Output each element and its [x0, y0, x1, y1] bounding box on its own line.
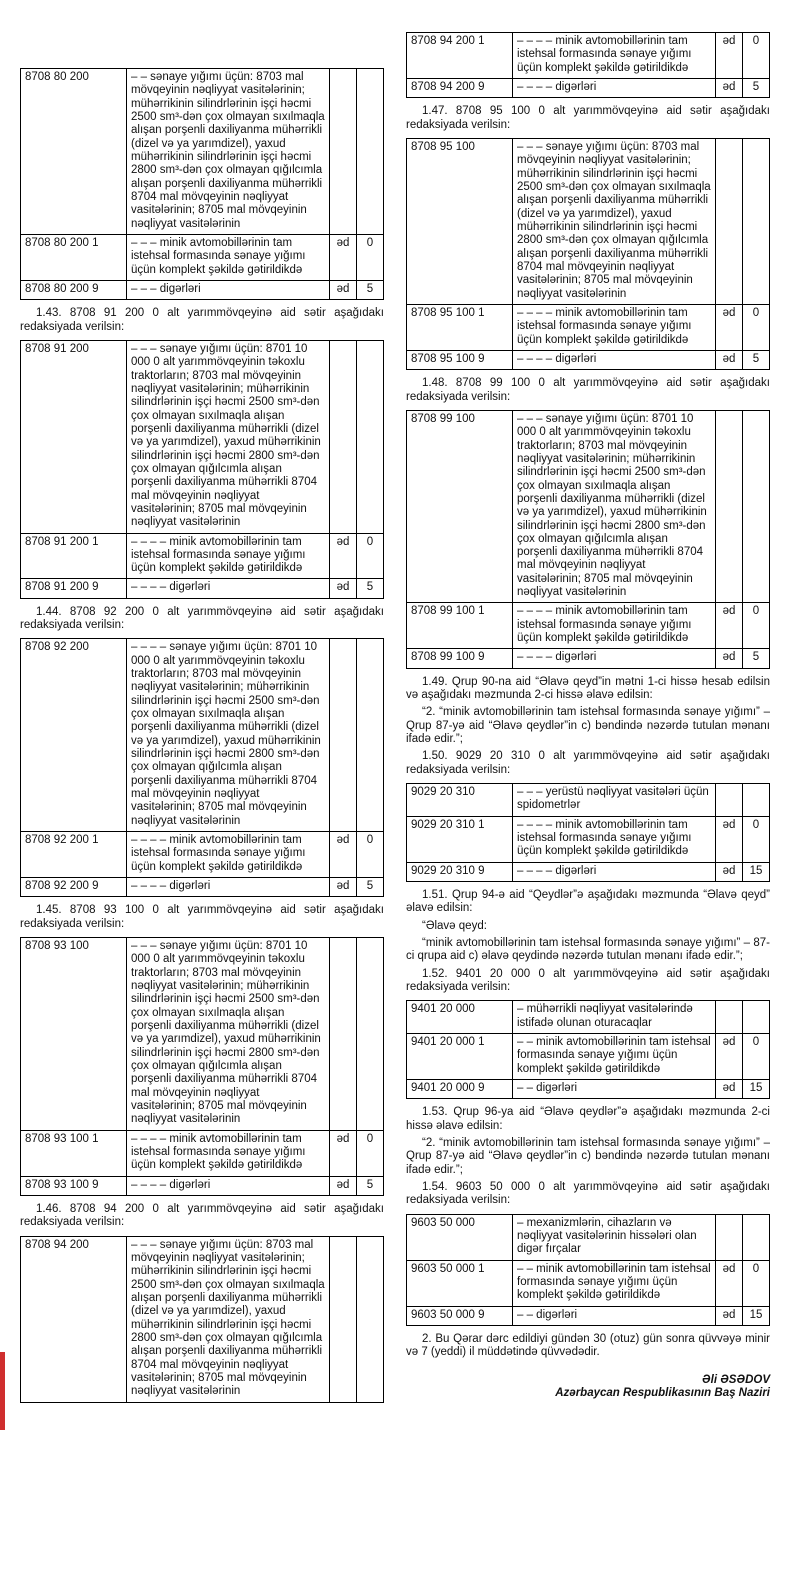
unit-cell: əd — [330, 533, 357, 579]
code-cell: 8708 93 100 — [21, 938, 127, 1131]
tariff-table — [20, 340, 384, 599]
rate-cell — [743, 138, 770, 304]
desc-cell: – – – sənaye yığımı üçün: 8701 10 000 0 alt yarımmövqeyinin təkoxlu traktorların; 8703 mal mövqeyinin nəqliyyat vasitələrinin; mühərrikinin silindrlərinin işçi həcmi 2500 sm³-dən çox olmayan sıxılmaqla alışan porşenli daxiliyanma mühərrikli (dizel və ya yarımdizel), yaxud mühərrikinin silindrlərinin işçi həcmi 2800 sm³-dən çox olmayan qığılcımla alışan porşenli daxiliyanma mühərrikli 8704 mal mövqeyinin nəqliyyat vasitələrinin; 8705 mal mövqeyinin nəqliyyat vasitələrinin — [513, 410, 716, 603]
desc-cell: – – – – minik avtomobillərinin tam istehsal formasında sənaye yığımı üçün komplekt şəkildə gətirildikdə — [513, 304, 716, 350]
desc-cell: – – – – sənaye yığımı üçün: 8701 10 000 0 alt yarımmövqeyinin təkoxlu traktorların; 8703 mal mövqeyinin nəqliyyat vasitələrinin; mühərrikinin silindrlərinin işçi həcmi 2500 sm³-dən çox olmayan sıxılmaqla alışan porşenli daxiliyanma mühərrikli (dizel və ya yarımdizel), yaxud mühərrikinin silindrlərinin işçi həcmi 2800 sm³-dən çox olmayan qığılcımla alışan porşenli daxiliyanma mühərrikli 8704 mal mövqeyinin nəqliyyat vasitələrinin; 8705 mal mövqeyinin nəqliyyat vasitələrinin — [127, 639, 330, 832]
table-row — [21, 639, 384, 832]
paragraph: 1.52. 9401 20 000 0 alt yarımmövqeyinə aid sətir aşağıdakı redaksiyada verilsin: — [406, 967, 770, 994]
table-row — [407, 649, 770, 668]
table-row — [407, 350, 770, 369]
code-cell: 9401 20 000 1 — [407, 1034, 513, 1080]
rate-cell: 0 — [743, 1260, 770, 1306]
desc-cell: – – – – minik avtomobillərinin tam istehsal formasında sənaye yığımı üçün komplekt şəkildə gətirildikdə — [127, 533, 330, 579]
tariff-table — [406, 783, 770, 882]
code-cell: 8708 94 200 1 — [407, 33, 513, 79]
unit-cell: əd — [330, 234, 357, 280]
paragraph: 1.43. 8708 91 200 0 alt yarımmövqeyinə aid sətir aşağıdakı redaksiyada verilsin: — [20, 307, 384, 333]
code-cell: 9603 50 000 1 — [407, 1260, 513, 1306]
unit-cell: əd — [330, 832, 357, 878]
unit-cell: əd — [716, 1260, 743, 1306]
code-cell: 8708 99 100 9 — [407, 649, 513, 668]
unit-cell: əd — [330, 280, 357, 299]
code-cell: 8708 94 200 9 — [407, 78, 513, 97]
tariff-table — [20, 68, 384, 300]
margin-mark — [0, 1352, 5, 1430]
tariff-table — [406, 32, 770, 98]
code-cell: 8708 93 100 9 — [21, 1176, 127, 1195]
desc-cell: – – – digərləri — [127, 280, 330, 299]
rate-cell: 0 — [743, 304, 770, 350]
table-row — [407, 1001, 770, 1034]
unit-cell: əd — [716, 1034, 743, 1080]
table-row — [407, 304, 770, 350]
code-cell: 9029 20 310 — [407, 784, 513, 817]
unit-cell: əd — [716, 649, 743, 668]
desc-cell: – – – – digərləri — [513, 862, 716, 881]
unit-cell — [330, 639, 357, 832]
code-cell: 9401 20 000 9 — [407, 1079, 513, 1098]
rate-cell — [357, 639, 384, 832]
code-cell: 8708 80 200 9 — [21, 280, 127, 299]
tariff-table — [406, 138, 770, 370]
desc-cell: – – – – minik avtomobillərinin tam istehsal formasında sənaye yığımı üçün komplekt şəkildə gətirildikdə — [127, 1130, 330, 1176]
rate-cell: 0 — [357, 832, 384, 878]
rate-cell — [743, 784, 770, 817]
rate-cell — [357, 938, 384, 1131]
rate-cell: 15 — [743, 862, 770, 881]
table-row — [407, 1034, 770, 1080]
paragraph: 1.50. 9029 20 310 0 alt yarımmövqeyinə aid sətir aşağıdakı redaksiyada verilsin: — [406, 750, 770, 776]
desc-cell: – mexanizmlərin, cihazların və nəqliyyat vasitələrinin hissələri olan digər fırçalar — [513, 1214, 716, 1260]
code-cell: 8708 91 200 9 — [21, 579, 127, 598]
unit-cell — [716, 1001, 743, 1034]
desc-cell: – – – – minik avtomobillərinin tam istehsal formasında sənaye yığımı üçün komplekt şəkildə gətirildikdə — [513, 603, 716, 649]
tariff-table — [406, 1000, 770, 1099]
table-row — [407, 1306, 770, 1325]
rate-cell: 5 — [357, 579, 384, 598]
desc-cell: – – – – digərləri — [127, 878, 330, 897]
rate-cell: 0 — [743, 33, 770, 79]
rate-cell: 5 — [743, 649, 770, 668]
table-row — [407, 1214, 770, 1260]
desc-cell: – – – – digərləri — [127, 1176, 330, 1195]
tariff-table — [406, 410, 770, 669]
desc-cell: – – sənaye yığımı üçün: 8703 mal mövqeyinin nəqliyyat vasitələrinin; mühərrikinin silindrlərinin işçi həcmi 2500 sm³-dən çox olmayan sıxılmaqla alışan porşenli daxiliyanma mühərrikli (dizel və ya yarımdizel), yaxud mühərrikinin silindrlərinin işçi həcmi 2800 sm³-dən çox olmayan qığılcımla alışan porşenli daxiliyanma mühərrikli 8704 mal mövqeyinin nəqliyyat vasitələrinin; 8705 mal mövqeyinin nəqliyyat vasitələrinin — [127, 69, 330, 235]
table-row — [21, 579, 384, 598]
unit-cell: əd — [716, 1079, 743, 1098]
tariff-table — [20, 937, 384, 1196]
code-cell: 8708 99 100 — [407, 410, 513, 603]
paragraph: 1.49. Qrup 90-na aid “Əlavə qeyd”in mətni 1-ci hissə hesab edilsin və aşağıdakı məzmunda 2-ci hissə əlavə edilsin: — [406, 675, 770, 702]
rate-cell — [743, 1001, 770, 1034]
rate-cell: 0 — [357, 533, 384, 579]
table-row — [21, 1130, 384, 1176]
paragraph: 1.47. 8708 95 100 0 alt yarımmövqeyinə aid sətir aşağıdakı redaksiyada verilsin: — [406, 105, 770, 131]
desc-cell: – – minik avtomobillərinin tam istehsal formasında sənaye yığımı üçün komplekt şəkildə gətirildikdə — [513, 1034, 716, 1080]
unit-cell: əd — [716, 350, 743, 369]
paragraph: “Əlavə qeyd: — [422, 919, 487, 932]
desc-cell: – – digərləri — [513, 1079, 716, 1098]
rate-cell: 15 — [743, 1079, 770, 1098]
paragraph: 1.54. 9603 50 000 0 alt yarımmövqeyinə aid sətir aşağıdakı redaksiyada verilsin: — [406, 1180, 770, 1207]
desc-cell: – – – sənaye yığımı üçün: 8701 10 000 0 alt yarımmövqeyinin təkoxlu traktorların; 8703 mal mövqeyinin nəqliyyat vasitələrinin; mühərrikinin silindrlərinin işçi həcmi 2500 sm³-dən çox olmayan sıxılmaqla alışan porşenli daxiliyanma mühərrikli (dizel və ya yarımdizel), yaxud mühərrikinin silindrlərinin işçi həcmi 2800 sm³-dən çox olmayan qığılcımla alışan porşenli daxiliyanma mühərrikli 8704 mal mövqeyinin nəqliyyat vasitələrinin; 8705 mal mövqeyinin nəqliyyat vasitələrinin — [127, 340, 330, 533]
desc-cell: – – – – digərləri — [513, 78, 716, 97]
unit-cell: əd — [330, 878, 357, 897]
rate-cell: 0 — [357, 1130, 384, 1176]
rate-cell — [743, 1214, 770, 1260]
paragraph: “2. “minik avtomobillərinin tam istehsal formasında sənaye yığımı” – Qrup 87-yə aid “Əlavə qeydlər”in c) bəndində nəzərdə tutulan mənanı ifadə edir.”; — [406, 1136, 770, 1176]
code-cell: 8708 93 100 1 — [21, 1130, 127, 1176]
table-row — [21, 69, 384, 235]
unit-cell: əd — [716, 603, 743, 649]
rate-cell: 5 — [357, 1176, 384, 1195]
code-cell: 9603 50 000 9 — [407, 1306, 513, 1325]
rate-cell: 5 — [743, 78, 770, 97]
unit-cell: əd — [716, 862, 743, 881]
unit-cell — [330, 938, 357, 1131]
tariff-table — [406, 1214, 770, 1326]
table-row — [21, 832, 384, 878]
desc-cell: – – – – minik avtomobillərinin tam istehsal formasında sənaye yığımı üçün komplekt şəkildə gətirildikdə — [127, 832, 330, 878]
unit-cell: əd — [716, 304, 743, 350]
unit-cell — [716, 1214, 743, 1260]
rate-cell — [743, 410, 770, 603]
code-cell: 8708 99 100 1 — [407, 603, 513, 649]
table-row — [21, 280, 384, 299]
table-row — [407, 1260, 770, 1306]
desc-cell: – – – sənaye yığımı üçün: 8703 mal mövqeyinin nəqliyyat vasitələrinin; mühərrikinin silindrlərinin işçi həcmi 2500 sm³-dən çox olmayan sıxılmaqla alışan porşenli daxiliyanma mühərrikli (dizel və ya yarımdizel), yaxud mühərrikinin silindrlərinin işçi həcmi 2800 sm³-dən çox olmayan qığılcımla alışan porşenli daxiliyanma mühərrikli 8704 mal mövqeyinin nəqliyyat vasitələrinin; 8705 mal mövqeyinin nəqliyyat vasitələrinin — [127, 1236, 330, 1402]
desc-cell: – – – – digərləri — [513, 350, 716, 369]
table-row — [407, 410, 770, 603]
unit-cell — [716, 784, 743, 817]
desc-cell: – – – – digərləri — [127, 579, 330, 598]
table-row — [21, 1176, 384, 1195]
code-cell: 8708 95 100 — [407, 138, 513, 304]
unit-cell — [330, 69, 357, 235]
right-column — [406, 26, 770, 1584]
table-row — [407, 138, 770, 304]
unit-cell: əd — [330, 1130, 357, 1176]
unit-cell: əd — [716, 78, 743, 97]
table-row — [21, 234, 384, 280]
rate-cell — [357, 1236, 384, 1402]
rate-cell: 0 — [743, 1034, 770, 1080]
desc-cell: – – minik avtomobillərinin tam istehsal formasında sənaye yığımı üçün komplekt şəkildə gətirildikdə — [513, 1260, 716, 1306]
code-cell: 8708 92 200 1 — [21, 832, 127, 878]
paragraph: 1.44. 8708 92 200 0 alt yarımmövqeyinə aid sətir aşağıdakı redaksiyada verilsin: — [20, 605, 384, 632]
code-cell: 8708 95 100 9 — [407, 350, 513, 369]
code-cell: 8708 91 200 — [21, 340, 127, 533]
table-row — [407, 33, 770, 79]
table-row — [407, 78, 770, 97]
signature-block — [406, 1374, 770, 1401]
code-cell: 8708 80 200 — [21, 69, 127, 235]
paragraph: 1.51. Qrup 94-ə aid “Qeydlər”ə aşağıdakı məzmunda “Əlavə qeyd” əlavə edilsin: — [406, 889, 770, 915]
desc-cell: – – – sənaye yığımı üçün: 8701 10 000 0 alt yarımmövqeyinin təkoxlu traktorların; 8703 mal mövqeyinin nəqliyyat vasitələrinin; mühərrikinin silindrlərinin işçi həcmi 2500 sm³-dən çox olmayan sıxılmaqla alışan porşenli daxiliyanma mühərrikli (dizel və ya yarımdizel), yaxud mühərrikinin silindrlərinin işçi həcmi 2800 sm³-dən çox olmayan qığılcımla alışan porşenli daxiliyanma mühərrikli 8704 mal mövqeyinin nəqliyyat vasitələrinin; 8705 mal mövqeyinin nəqliyyat vasitələrinin — [127, 938, 330, 1131]
paragraph: “2. “minik avtomobillərinin tam istehsal formasında sənaye yığımı” – Qrup 87-yə aid “Əlavə qeydlər”in c) bəndində nəzərdə tutulan mənanı ifadə edir.”; — [406, 706, 770, 746]
table-row — [21, 533, 384, 579]
signatory-title: Azərbaycan Respublikasının Baş Naziri — [555, 1386, 770, 1399]
table-row — [407, 603, 770, 649]
paragraph: 1.46. 8708 94 200 0 alt yarımmövqeyinə aid sətir aşağıdakı redaksiyada verilsin: — [20, 1202, 384, 1229]
rate-cell: 0 — [357, 234, 384, 280]
code-cell: 8708 92 200 9 — [21, 878, 127, 897]
tariff-table — [20, 638, 384, 897]
table-row — [21, 878, 384, 897]
code-cell: 9029 20 310 9 — [407, 862, 513, 881]
desc-cell: – – – – minik avtomobillərinin tam istehsal formasında sənaye yığımı üçün komplekt şəkildə gətirildikdə — [513, 816, 716, 862]
code-cell: 8708 80 200 1 — [21, 234, 127, 280]
paragraph: 2. Bu Qərar dərc edildiyi gündən 30 (otuz) gün sonra qüvvəyə minir və 7 (yeddi) il müddətində qüvvədədir. — [406, 1332, 770, 1359]
desc-cell: – – – sənaye yığımı üçün: 8703 mal mövqeyinin nəqliyyat vasitələrinin; mühərrikinin silindrlərinin işçi həcmi 2500 sm³-dən çox olmayan sıxılmaqla alışan porşenli daxiliyanma mühərrikli (dizel və ya yarımdizel), yaxud mühərrikinin silindrlərinin işçi həcmi 2800 sm³-dən çox olmayan qığılcımla alışan porşenli daxiliyanma mühərrikli 8704 mal mövqeyinin nəqliyyat vasitələrinin; 8705 mal mövqeyinin nəqliyyat vasitələrinin — [513, 138, 716, 304]
table-row — [21, 340, 384, 533]
table-row — [407, 816, 770, 862]
code-cell: 9603 50 000 — [407, 1214, 513, 1260]
unit-cell: əd — [330, 1176, 357, 1195]
paragraph: “minik avtomobillərinin tam istehsal formasında sənaye yığımı” – 87-ci qrupa aid c) əlavə qeydində nəzərdə tutulan mənanı ifadə edir.”; — [406, 937, 770, 963]
tariff-table — [20, 1236, 384, 1403]
rate-cell — [357, 340, 384, 533]
desc-cell: – – – yerüstü nəqliyyat vasitələri üçün spidometrlər — [513, 784, 716, 817]
rate-cell: 5 — [743, 350, 770, 369]
unit-cell — [716, 410, 743, 603]
rate-cell: 5 — [357, 280, 384, 299]
desc-cell: – – – – digərləri — [513, 649, 716, 668]
paragraph: 1.45. 8708 93 100 0 alt yarımmövqeyinə aid sətir aşağıdakı redaksiyada verilsin: — [20, 904, 384, 930]
left-column — [20, 26, 384, 1584]
desc-cell: – mühərrikli nəqliyyat vasitələrində istifadə olunan oturacaqlar — [513, 1001, 716, 1034]
code-cell: 8708 91 200 1 — [21, 533, 127, 579]
rate-cell: 0 — [743, 603, 770, 649]
desc-cell: – – digərləri — [513, 1306, 716, 1325]
unit-cell: əd — [716, 1306, 743, 1325]
paragraph: 1.48. 8708 99 100 0 alt yarımmövqeyinə aid sətir aşağıdakı redaksiyada verilsin: — [406, 377, 770, 403]
table-row — [21, 938, 384, 1131]
table-row — [21, 1236, 384, 1402]
unit-cell: əd — [330, 579, 357, 598]
rate-cell: 0 — [743, 816, 770, 862]
unit-cell — [716, 138, 743, 304]
code-cell: 8708 94 200 — [21, 1236, 127, 1402]
code-cell: 8708 92 200 — [21, 639, 127, 832]
paragraph: 1.53. Qrup 96-ya aid “Əlavə qeydlər”ə aşağıdakı məzmunda 2-ci hissə əlavə edilsin: — [406, 1106, 770, 1132]
rate-cell: 5 — [357, 878, 384, 897]
table-row — [407, 784, 770, 817]
rate-cell: 15 — [743, 1306, 770, 1325]
code-cell: 8708 95 100 1 — [407, 304, 513, 350]
table-row — [407, 862, 770, 881]
unit-cell — [330, 340, 357, 533]
desc-cell: – – – minik avtomobillərinin tam istehsal formasında sənaye yığımı üçün komplekt şəkildə gətirildikdə — [127, 234, 330, 280]
code-cell: 9029 20 310 1 — [407, 816, 513, 862]
unit-cell: əd — [716, 33, 743, 79]
unit-cell — [330, 1236, 357, 1402]
table-row — [407, 1079, 770, 1098]
desc-cell: – – – – minik avtomobillərinin tam istehsal formasında sənaye yığımı üçün komplekt şəkildə gətirildikdə — [513, 33, 716, 79]
unit-cell: əd — [716, 816, 743, 862]
code-cell: 9401 20 000 — [407, 1001, 513, 1034]
rate-cell — [357, 69, 384, 235]
signatory-name: Əli ƏSƏDOV — [702, 1373, 770, 1386]
